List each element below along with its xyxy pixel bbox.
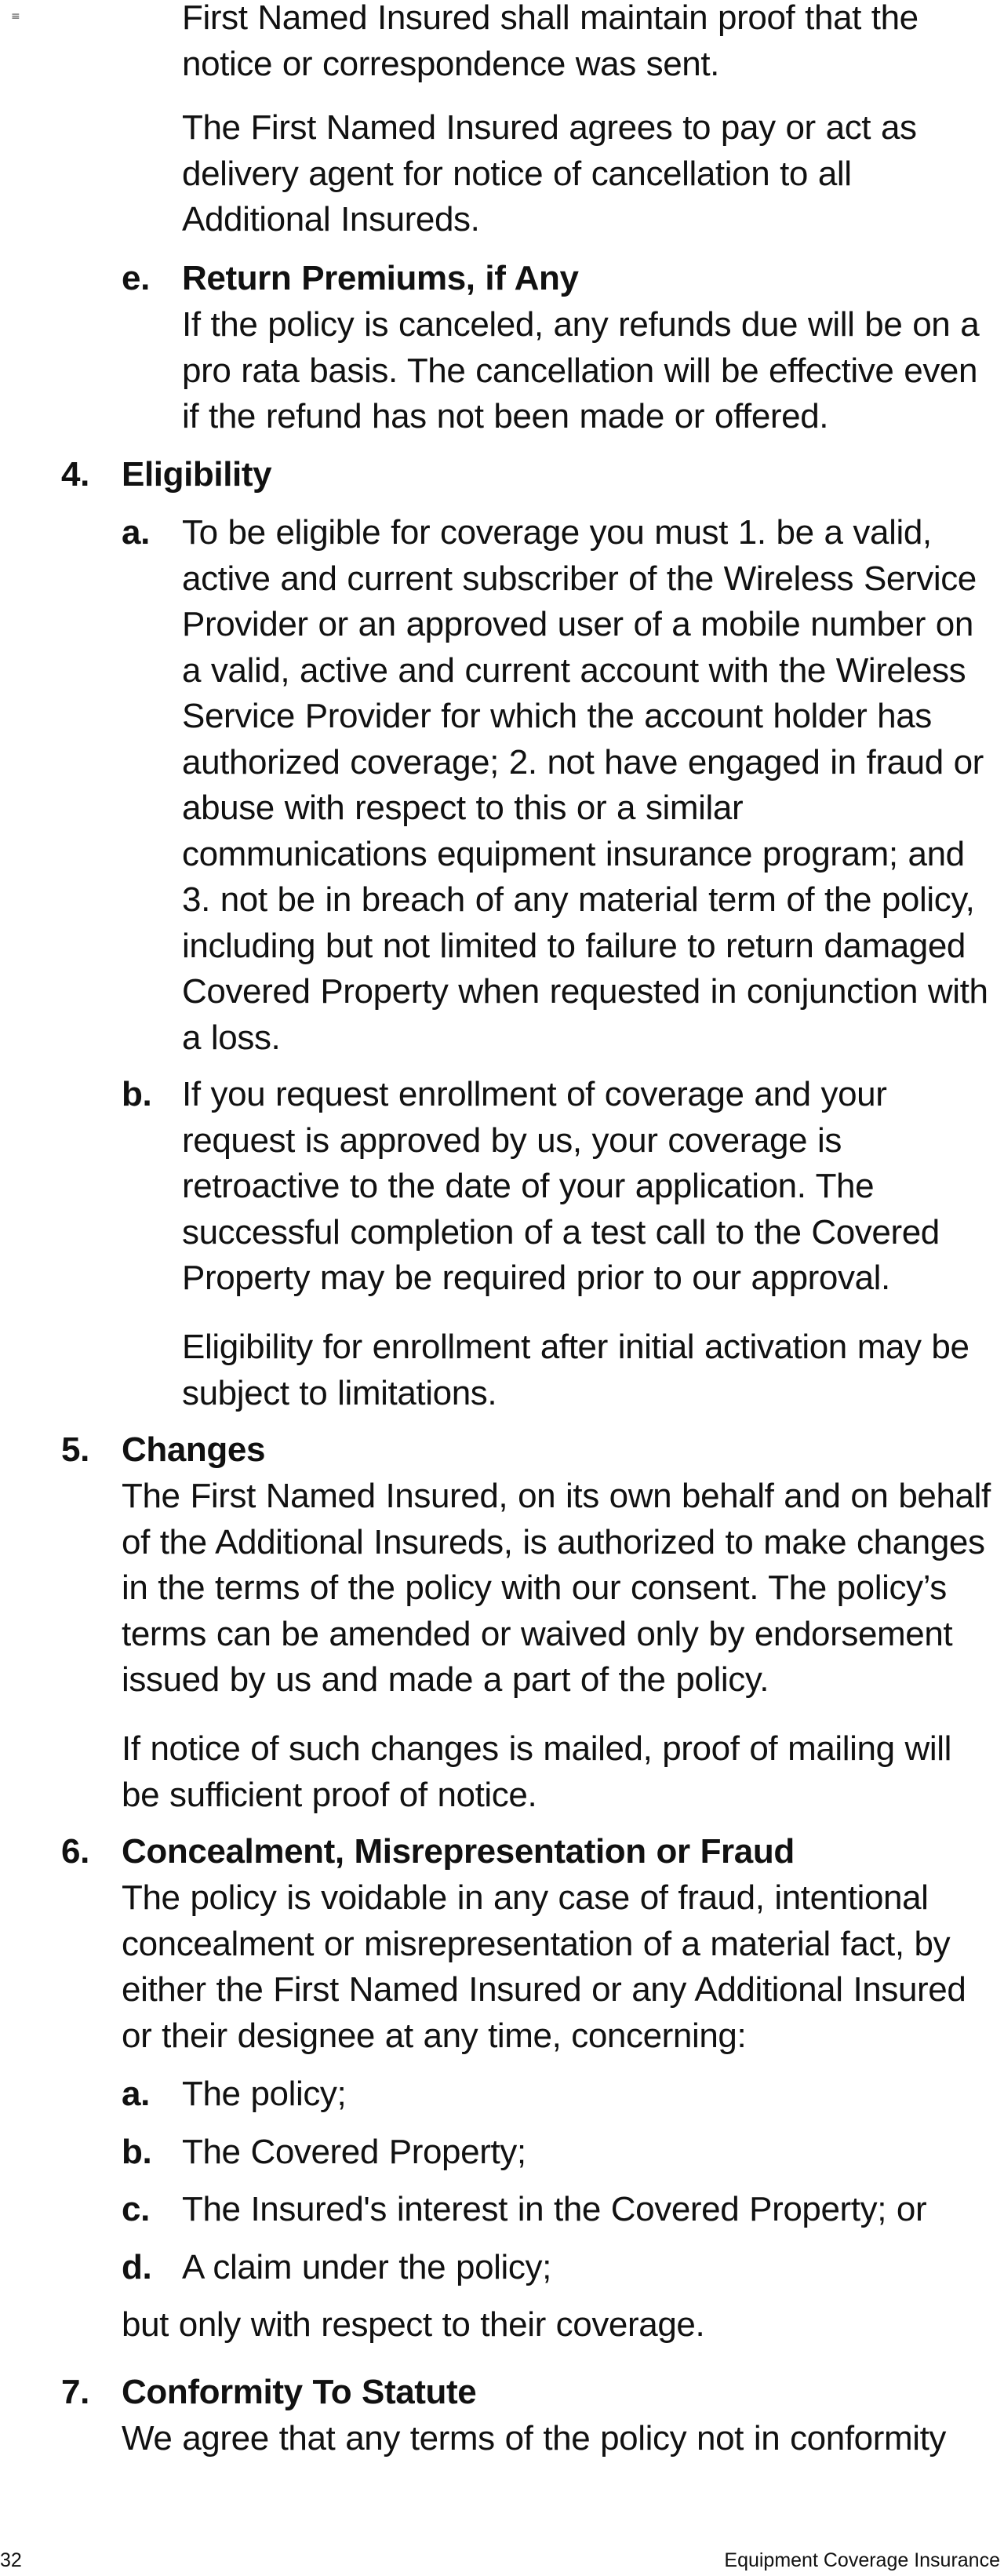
item-e-text: If the policy is canceled, any refunds due will be on a pro rata basis. The cancellation will be effective even if the refund has not been made or offered. (182, 305, 980, 435)
section-5-text-2: If notice of such changes is mailed, proof of mailing will be sufficient proof of notice. (122, 1729, 951, 1814)
item-4b-letter: b. (122, 1075, 152, 1113)
item-6b-text: The Covered Property; (182, 2133, 526, 2171)
section-5-number: 5. (61, 1430, 89, 1469)
item-6c-letter: c. (122, 2190, 150, 2228)
item-6d-letter: d. (122, 2248, 152, 2286)
section-4-number: 4. (61, 455, 89, 494)
section-7-heading: Conformity To Statute (122, 2373, 477, 2411)
item-6a-letter: a. (122, 2075, 150, 2113)
section-6-text: The policy is voidable in any case of fraud, intentional concealment or misrepresentation of a material fact, by either the First Named Insured or any Additional Insured or their designee at any time, concerning: (122, 1878, 966, 2055)
item-4b-text: If you request enrollment of coverage and your request is approved by us, your coverage is retroactive to the date of your application. The successful completion of a test call to the Covered Property may be required prior to our approval. (182, 1075, 940, 1297)
continuation-paragraph-2: The First Named Insured agrees to pay or act as delivery agent for notice of cancellation to all Additional Insureds. (182, 108, 917, 239)
corner-mark-icon: ≡ (11, 10, 20, 23)
footer-title: Equipment Coverage Insurance (724, 2549, 1000, 2571)
section-5-heading: Changes (122, 1430, 266, 1469)
continuation-paragraph-1: First Named Insured shall maintain proof that the notice or correspondence was sent. (182, 0, 919, 83)
item-6a-text: The policy; (182, 2075, 347, 2113)
item-4a-letter: a. (122, 513, 150, 552)
section-5-text: The First Named Insured, on its own behalf and on behalf of the Additional Insureds, is authorized to make changes in the terms of the policy with our consent. The policy’s terms can be amended or waived only by endorsement issued by us and made a part of the policy. (122, 1477, 991, 1699)
item-6d-text: A claim under the policy; (182, 2248, 551, 2286)
section-6-heading: Concealment, Misrepresentation or Fraud (122, 1832, 795, 1871)
section-7-number: 7. (61, 2373, 89, 2411)
item-4b-text-2: Eligibility for enrollment after initial activation may be subject to limitations. (182, 1328, 969, 1412)
section-6-tail: but only with respect to their coverage. (122, 2305, 705, 2344)
item-e-heading: Return Premiums, if Any (182, 259, 579, 297)
section-7-text: We agree that any terms of the policy not in conformity (122, 2419, 947, 2458)
item-6b-letter: b. (122, 2133, 152, 2171)
footer-page-number: 32 (0, 2549, 22, 2571)
item-e-letter: e. (122, 259, 150, 297)
section-6-number: 6. (61, 1832, 89, 1871)
section-4-heading: Eligibility (122, 455, 272, 494)
item-6c-text: The Insured's interest in the Covered Property; or (182, 2190, 927, 2228)
item-4a-text: To be eligible for coverage you must 1. be a valid, active and current subscriber of the Wireless Service Provider or an approved user of a mobile number on a valid, active and current account with the Wireless Service Provider for which the account holder has authorized coverage; 2. not have engaged in fraud or abuse with respect to this or a similar communications equipment insurance program; and 3. not be in breach of any material term of the policy, including but not limited to failure to return damaged Covered Property when requested in conjunction with a loss. (182, 513, 988, 1057)
